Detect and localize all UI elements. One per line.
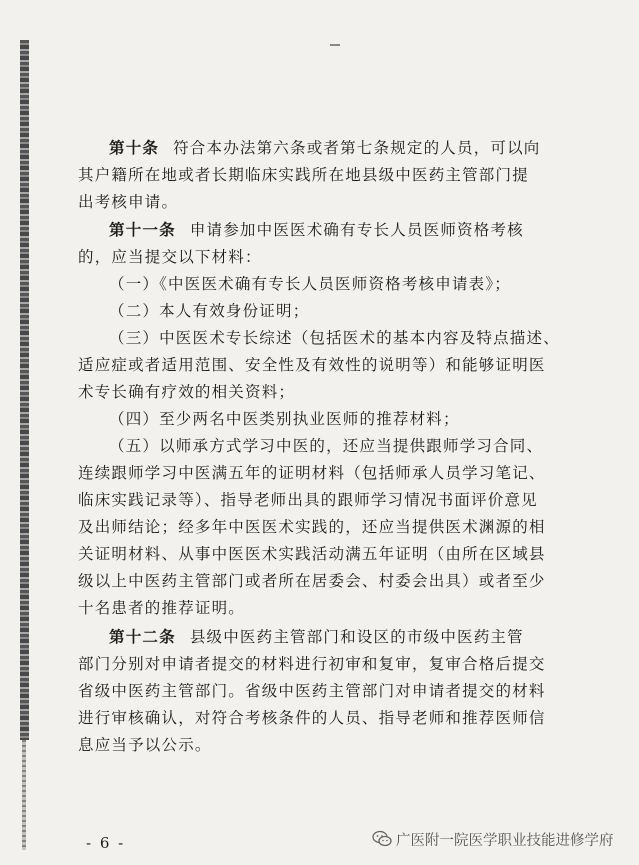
article-label: 第十二条: [109, 627, 176, 646]
watermark: [372, 828, 614, 850]
watermark-text: 广医附一院医学职业技能进修学府: [396, 832, 614, 849]
article-text: 其户籍所在地或者长期临床实践所在地县级中医药主管部门提: [78, 166, 529, 184]
article-label: 第十条: [109, 138, 160, 157]
list-item: （二）本人有效身份证明；: [109, 302, 310, 320]
list-item-continued: 连续跟师学习中医满五年的证明材料（包括师承人员学习笔记、: [78, 464, 546, 482]
page-number: - 6 -: [86, 834, 126, 852]
article-text: 部门分别对申请者提交的材料进行初审和复审，复审合格后提交: [78, 655, 546, 673]
list-item-continued: 级以上中医药主管部门或者所在居委会、村委会出具）或者至少: [78, 572, 546, 590]
binding-edge-lower: [22, 740, 26, 850]
article-text: 省级中医药主管部门。省级中医药主管部门对申请者提交的材料: [78, 682, 546, 700]
article-first-line: [78, 627, 568, 647]
article-text: 进行审核确认，对符合考核条件的人员、指导老师和推荐医师信: [78, 709, 546, 727]
scan-mark: [330, 44, 340, 46]
article-12: [78, 627, 568, 755]
article-text: 县级中医药主管部门和设区的市级中医药主管: [189, 628, 524, 646]
article-text: 的，应当提交以下材料：: [78, 248, 262, 266]
list-item: （三）中医医术专长综述（包括医术的基本内容及特点描述、: [109, 329, 560, 347]
list-item-continued: 十名患者的推荐证明。: [78, 599, 246, 617]
list-item-continued: 关证明材料、从事中医医术实践活动满五年证明（由所在区域县: [78, 545, 546, 563]
article-text: 符合本办法第六条或者第七条规定的人员，可以向: [173, 139, 541, 157]
article-text: 申请参加中医医术确有专长人员医师资格考核: [189, 221, 524, 239]
list-item-continued: 及出师结论；经多年中医医术实践的，还应当提供医术渊源的相: [78, 518, 546, 536]
article-first-line: [78, 220, 568, 240]
article-text: 出考核申请。: [78, 193, 179, 211]
list-item: （四）至少两名中医类别执业医师的推荐材料；: [109, 410, 460, 428]
list-item-continued: 临床实践记录等）、指导老师出具的跟师学习情况书面评价意见: [78, 491, 538, 509]
article-10: [78, 138, 568, 212]
list-item: （五）以师承方式学习中医的，还应当提供跟师学习合同、: [109, 437, 544, 455]
list-item-continued: 术专长确有疗效的相关资料；: [78, 383, 296, 401]
article-label: 第十一条: [109, 220, 176, 239]
wechat-icon: [372, 830, 392, 848]
article-first-line: [78, 138, 568, 158]
article-11: [78, 220, 568, 618]
list-item: （一）《中医医术确有专长人员医师资格考核申请表》；: [109, 275, 512, 293]
list-item-continued: 适应症或者适用范围、安全性及有效性的说明等）和能够证明医: [78, 356, 546, 374]
binding-edge: [20, 40, 29, 740]
article-text: 息应当予以公示。: [78, 736, 212, 754]
